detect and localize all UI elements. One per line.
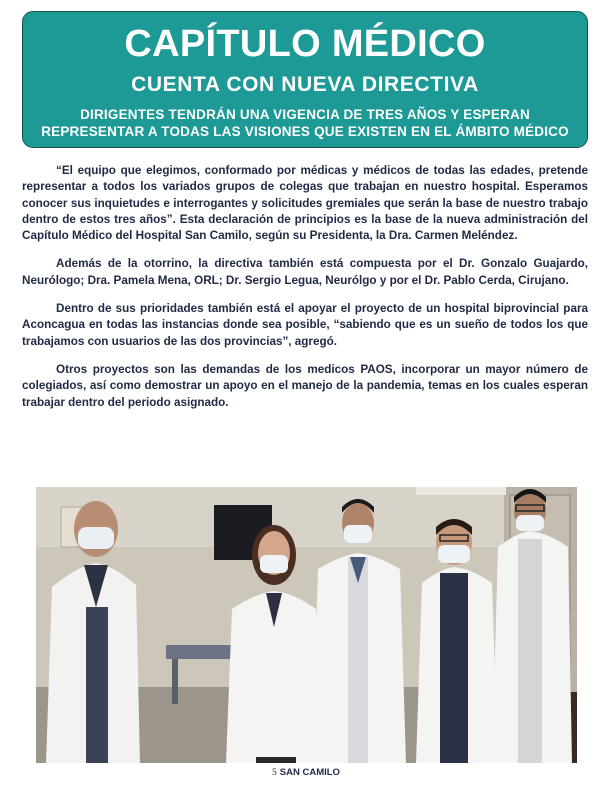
paragraph: Además de la otorrino, la directiva también está compuesta por el Dr. Gonzalo Guajardo, Neurólogo; Dra. Pamela Mena, ORL; Dr. Sergio Legua, Neurólgo y por el Dr. Pablo Cerda, Cirujano. xyxy=(22,257,588,287)
paragraph: Otros proyectos son las demandas de los medicos PAOS, incorporar un mayor número de colegiados, así como demostrar un apoyo en el manejo de la pandemia, temas en los cuales esperan trabajar dentro del periodo asignado. xyxy=(22,362,588,409)
group-photo-illustration xyxy=(36,487,577,763)
article-body xyxy=(22,163,588,423)
article-subtitle: CUENTA CON NUEVA DIRECTIVA xyxy=(131,73,479,96)
article-title: CAPÍTULO MÉDICO xyxy=(124,23,486,65)
deck-line: DIRIGENTES TENDRÁN UNA VIGENCIA DE TRES AÑOS Y ESPERAN xyxy=(80,107,530,122)
deck-line: REPRESENTAR A TODAS LAS VISIONES QUE EXISTEN EN EL ÁMBITO MÉDICO xyxy=(41,124,569,139)
group-photo xyxy=(36,487,577,763)
article-deck xyxy=(33,106,577,140)
publication-name: SAN CAMILO xyxy=(279,767,340,778)
page-footer xyxy=(0,767,612,778)
paragraph: Dentro de sus prioridades también está el apoyar el proyecto de un hospital biprovincial para Aconcagua en todas las instancias donde sea posible, “sabiendo que es un sueño de todos los que trabajamos con usuarios de las dos provincias”, agregó. xyxy=(22,302,588,348)
header-banner xyxy=(22,11,588,148)
paragraph: “El equipo que elegimos, conformado por médicas y médicos de todas las edades, pretende representar a todos los variados grupos de colegas que trabajan en nuestro hospital. Esperamos conocer sus inquietudes e interrogantes y solicitudes gremiales que serán la base de nuestro trabajo dentro de estos tres años”. Esta declaración de principios es la base de la nueva administración del Capítulo Médico del Hospital San Camilo, según su Presidenta, la Dra. Carmen Meléndez. xyxy=(22,164,588,243)
page-number: 5 xyxy=(272,768,277,778)
